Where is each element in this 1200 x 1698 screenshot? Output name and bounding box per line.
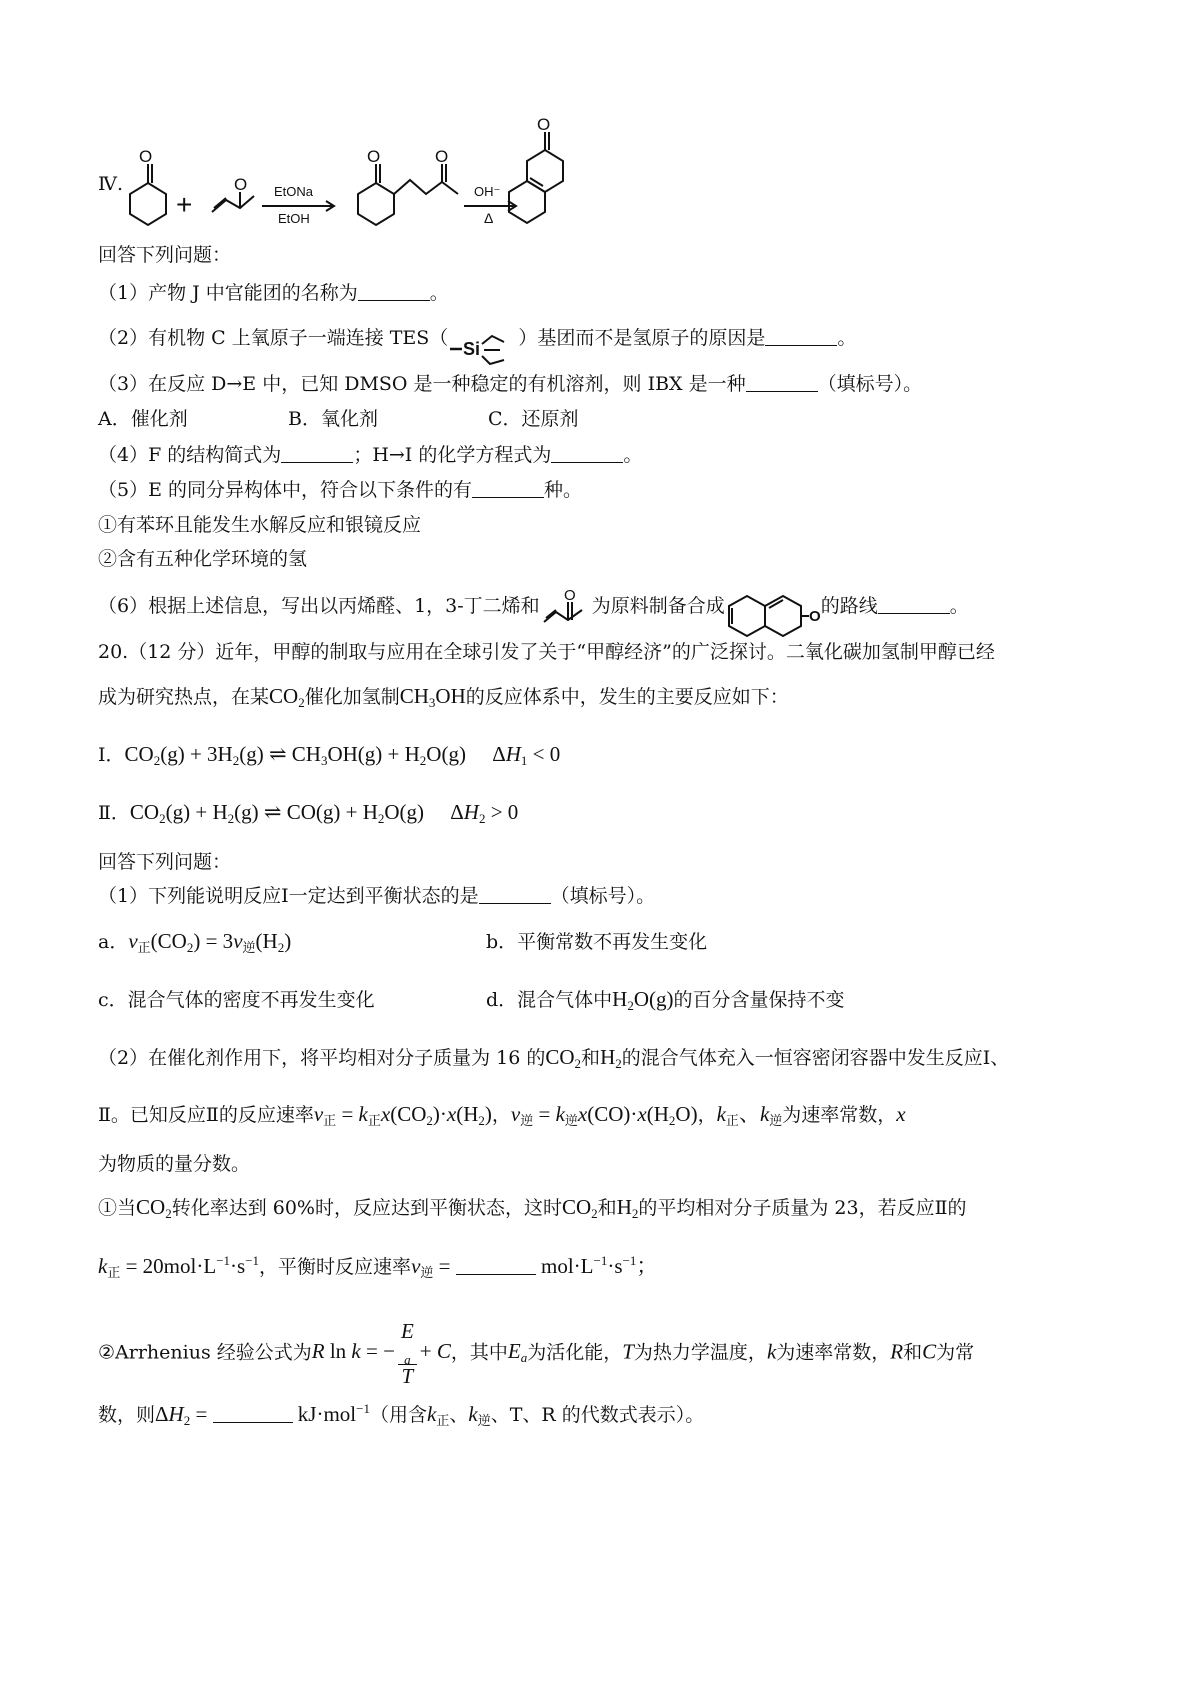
svg-text:O: O <box>435 147 449 166</box>
answer-blank[interactable] <box>358 282 430 301</box>
scheme-label: Ⅳ. <box>98 173 124 195</box>
q20-sub2-line2: 数，则$\Delta H_2 = kJ\cdot mol^{-1}$（用含$k_正$、$k_逆$、T、R 的代数式表示）。 <box>98 1401 705 1428</box>
answer-blank[interactable] <box>765 327 837 346</box>
option-b: B．氧化剂 <box>288 408 378 430</box>
condition-top: OH⁻ <box>474 184 501 199</box>
reagent-bottom: EtOH <box>278 211 310 226</box>
svg-text:O: O <box>139 147 153 166</box>
q20-heading-line1: 20.（12 分）近年，甲醇的制取与应用在全球引发了关于“甲醇经济”的广泛探讨。二氧化碳加氢制甲醇已经 <box>98 641 995 663</box>
svg-text:O: O <box>367 147 381 166</box>
q20-intro: 回答下列问题： <box>98 851 232 873</box>
option-b: b．平衡常数不再发生变化 <box>486 931 708 953</box>
q20-part2-line1: （2）在催化剂作用下，将平均相对分子质量为 16 的$CO_2$和$H_2$的混合气体充入一恒容密闭容器中发生反应Ⅰ、 <box>98 1045 1010 1071</box>
option-d: d．混合气体中$H_2O(g)$的百分含量保持不变 <box>486 987 845 1013</box>
option-a: a．$v_正(CO_2) = 3v_逆(H_2)$ <box>98 929 292 955</box>
answer-blank[interactable] <box>746 373 818 392</box>
answer-blank[interactable] <box>472 479 544 498</box>
q20-options-cd <box>98 987 845 1012</box>
answer-blank[interactable] <box>878 595 950 614</box>
svg-text:O: O <box>537 115 551 134</box>
q19-options <box>98 407 579 431</box>
svg-text:+: + <box>176 189 193 220</box>
q19-part5: （5）E 的同分异构体中，符合以下条件的有 种。 <box>98 479 583 501</box>
answer-blank[interactable] <box>213 1404 293 1423</box>
option-c: C．还原剂 <box>488 408 579 430</box>
q19-part1: （1）产物 J 中官能团的名称为 。 <box>98 282 449 304</box>
option-a: A．催化剂 <box>98 408 188 430</box>
reaction-scheme-iv <box>0 0 1200 240</box>
answer-blank[interactable] <box>551 444 623 463</box>
q19-condition1: ①有苯环且能发生水解反应和银镜反应 <box>98 514 422 536</box>
svg-text:O: O <box>808 608 821 625</box>
option-c: c．混合气体的密度不再发生变化 <box>98 989 375 1011</box>
q20-heading-line2: 成为研究热点，在某$CO_2$催化加氢制$CH_3OH$的反应体系中，发生的主要反应如下： <box>98 684 789 710</box>
svg-text:Si: Si <box>463 339 481 359</box>
reagent-top: EtONa <box>274 184 314 199</box>
q20-sub2-line1: ②Arrhenius 经验公式为R ln k = − E $_a$ T + C，其中$E_a$为活化能，T为热力学温度，k为速率常数，R和C为常 <box>98 1319 975 1388</box>
svg-text:O: O <box>234 175 248 194</box>
q19-part6: （6）根据上述信息，写出以丙烯醛、1，3-丁二烯和 O 为原料制备合成 O 的路线 。 <box>98 594 969 618</box>
q19-part3: （3）在反应 D→E 中，已知 DMSO 是一种稳定的有机溶剂，则 IBX 是一种 （填标号）。 <box>98 373 923 395</box>
q20-sub1-line2: $k_正 = 20mol\cdot L^{-1}\cdot s^{-1}$，平衡时反应速率$v_逆 = mol\cdot L^{-1}\cdot s^{-1}$； <box>98 1253 658 1280</box>
condition-bottom: Δ <box>484 210 494 226</box>
q20-part2-line2: Ⅱ。已知反应Ⅱ的反应速率$v_正 = k_正x(CO_2)\cdot x(H_2)$，$v_逆 = k_逆x(CO)\cdot x(H_2O)$，$k_正$、$k_逆$为速率常数，x <box>98 1102 906 1128</box>
q19-part2: （2）有机物 C 上氧原子一端连接 TES（ Si ）基团而不是氢原子的原因是 。 <box>98 326 856 350</box>
q19-part4: （4）F 的结构简式为 ；H→I 的化学方程式为 。 <box>98 444 643 466</box>
reaction-1: Ⅰ．$CO_2(g) + 3H_2(g)$ ⇌ $CH_3OH(g) + H_2O(g)$ $\Delta H_1 < 0$ <box>98 742 561 768</box>
reaction-2: Ⅱ．$CO_2(g) + H_2(g)$ ⇌ $CO(g) + H_2O(g)$ $\Delta H_2 > 0$ <box>98 800 519 826</box>
q20-options-ab <box>98 929 707 954</box>
q19-intro: 回答下列问题： <box>98 244 232 266</box>
q20-sub1-line1: ①当$CO_2$转化率达到 60%时，反应达到平衡状态，这时$CO_2$和$H_2$的平均相对分子质量为 23，若反应Ⅱ的 <box>98 1195 967 1221</box>
q19-condition2: ②含有五种化学环境的氢 <box>98 548 308 570</box>
answer-blank[interactable] <box>281 444 353 463</box>
svg-text:O: O <box>563 587 576 604</box>
q20-part1: （1）下列能说明反应Ⅰ一定达到平衡状态的是 （填标号）。 <box>98 885 656 907</box>
q20-part2-line3: 为物质的量分数。 <box>98 1153 251 1175</box>
answer-blank[interactable] <box>479 885 551 904</box>
answer-blank[interactable] <box>456 1256 536 1275</box>
